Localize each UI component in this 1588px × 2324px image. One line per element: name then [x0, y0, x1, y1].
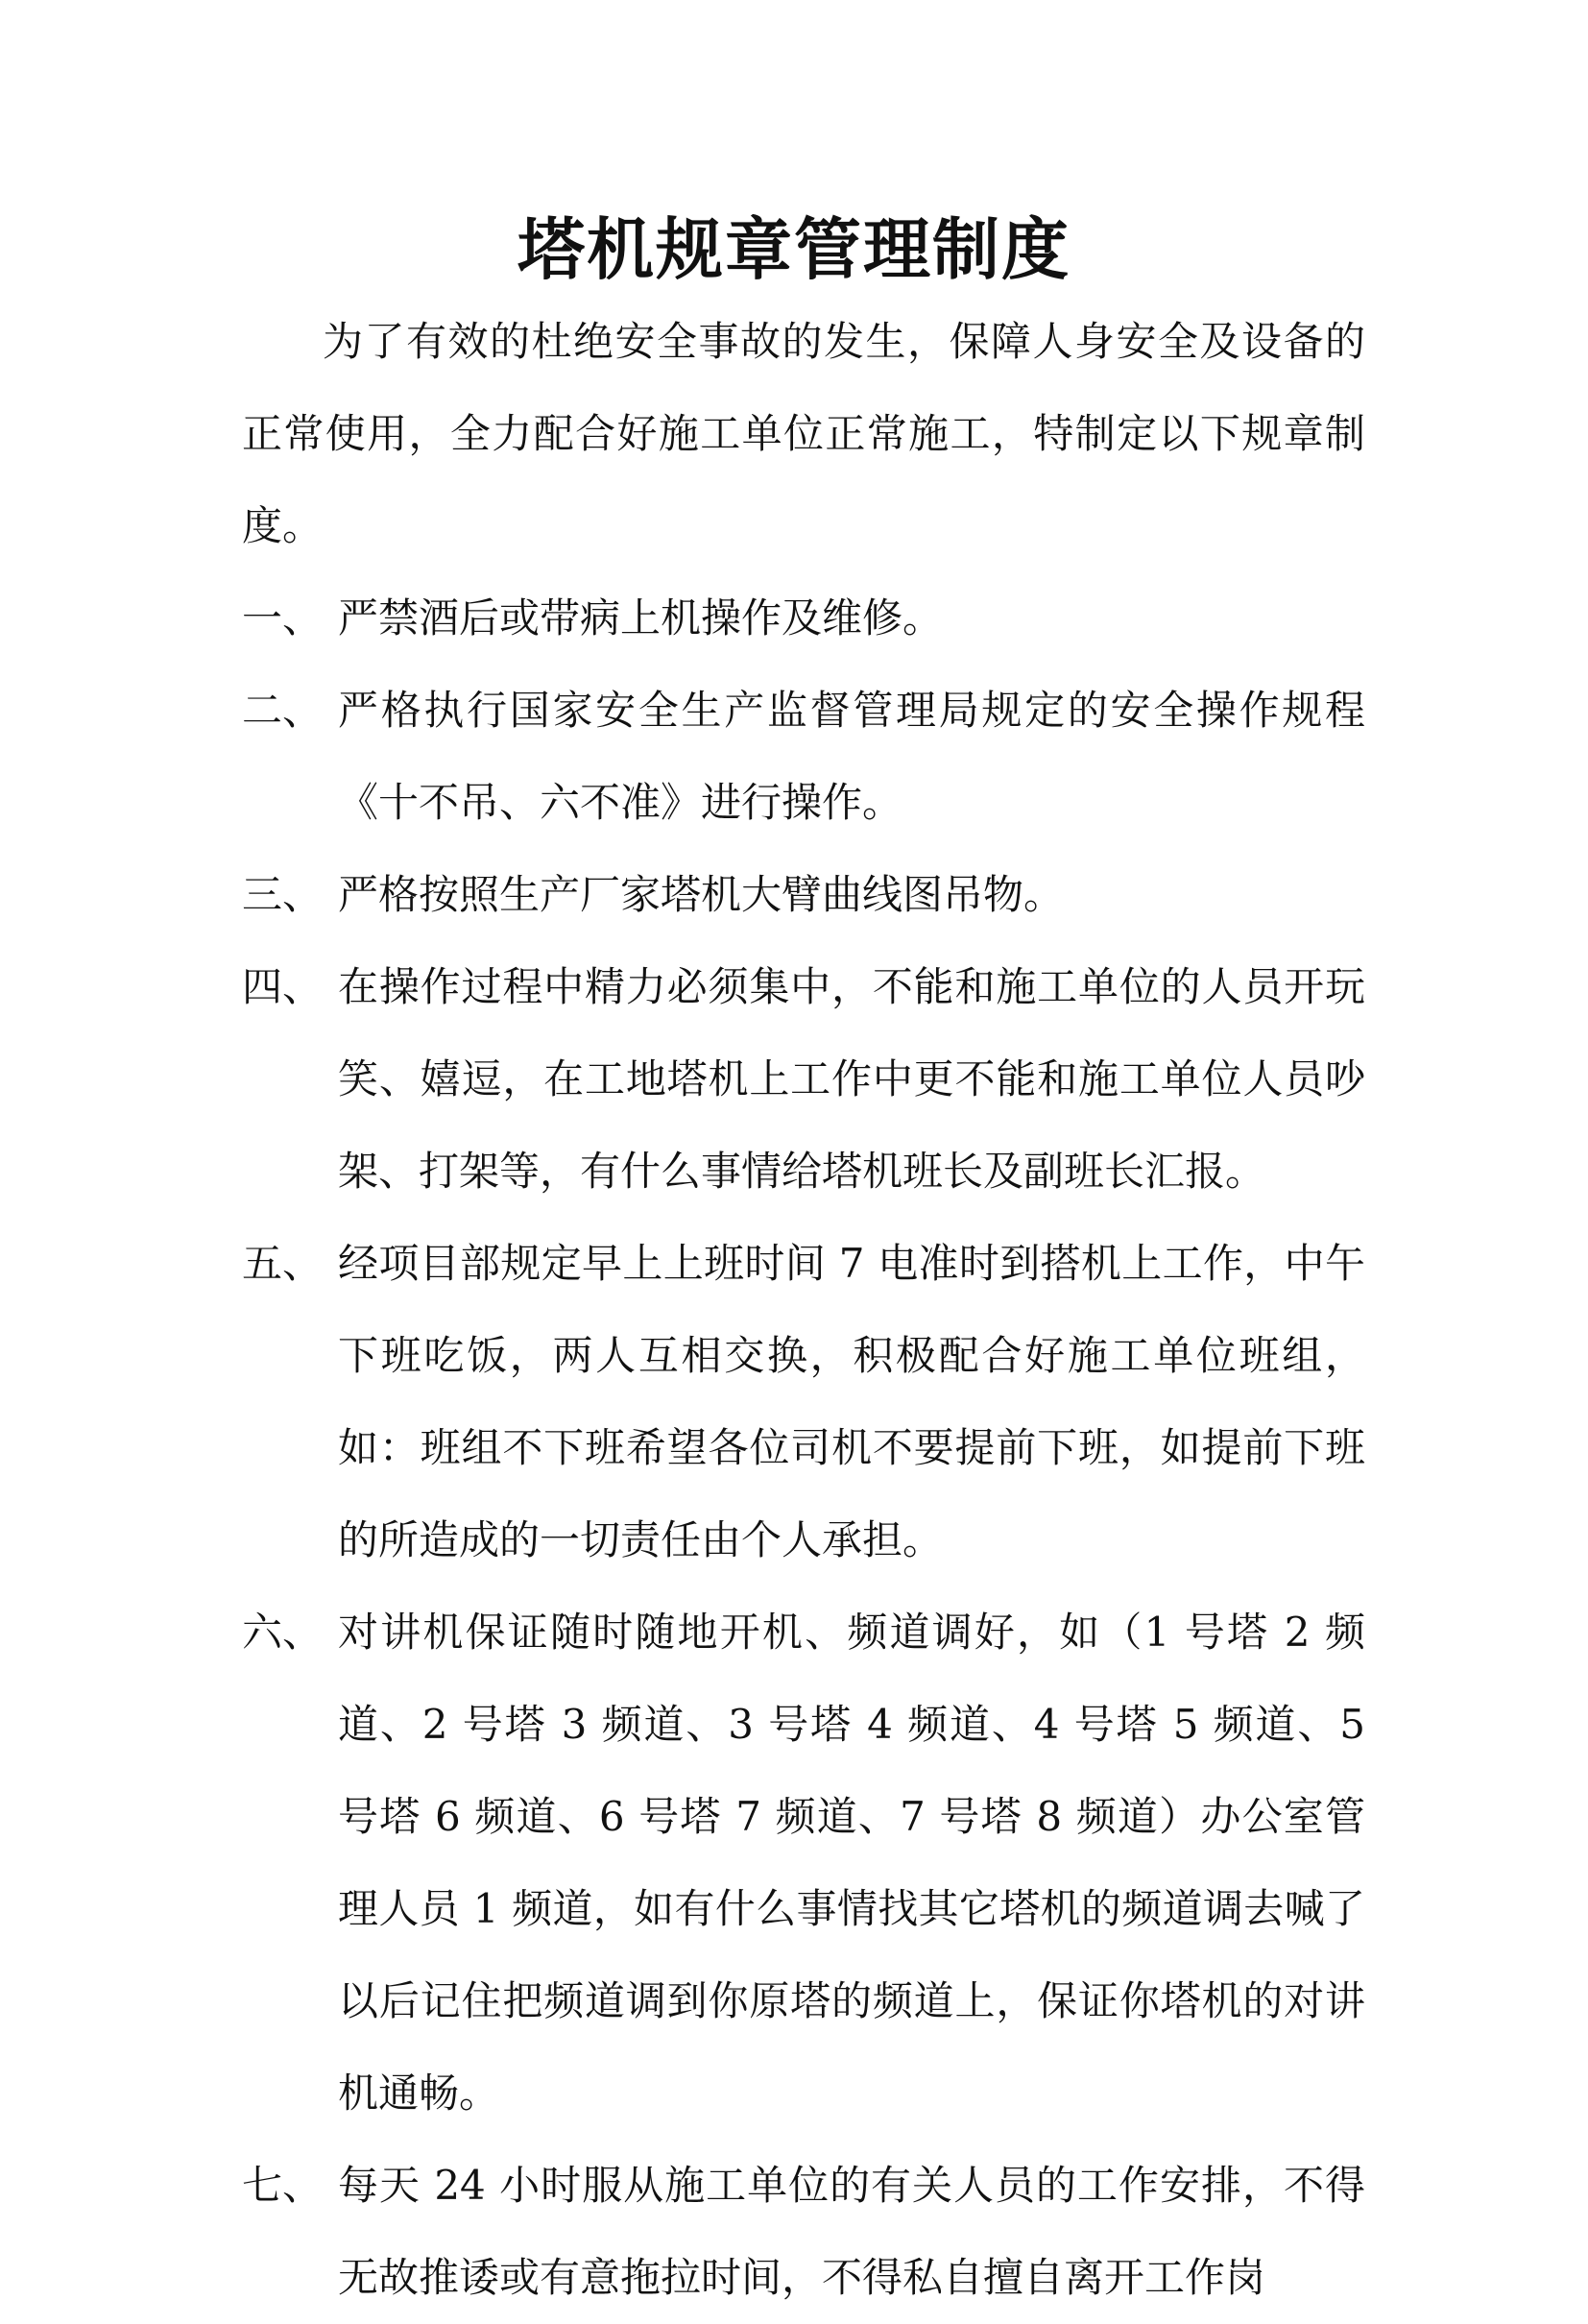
rule-number: 一、: [242, 594, 324, 642]
rule-text: 在操作过程中精力必须集中，不能和施工单位的人员开玩笑、嬉逗，在工地塔机上工作中更不能和施工单位人员吵架、打架等，有什么事情给塔机班长及副班长汇报。: [338, 963, 1365, 1195]
rule-number: 二、: [242, 687, 324, 734]
rule-text: 经项目部规定早上上班时间 7 电准时到搭机上工作，中午下班吃饭，两人互相交换，积极配合好施工单位班组，如：班组不下班希望各位司机不要提前下班，如提前下班的所造成的一切责任由个人承担。: [338, 1240, 1365, 1563]
rule-item-7: [242, 2140, 1365, 2324]
rule-number: 四、: [242, 963, 324, 1010]
rule-text: 严禁酒后或带病上机操作及维修。: [338, 594, 944, 642]
rule-item-6: [242, 1586, 1365, 2140]
rule-text: 严格按照生产厂家塔机大臂曲线图吊物。: [338, 871, 1065, 918]
rule-text: 对讲机保证随时随地开机、频道调好，如（1 号塔 2 频道、2 号塔 3 频道、3 号塔 4 频道、4 号塔 5 频道、5 号塔 6 频道、6 号塔 7 频道、7 号塔 8 频道）办公室管理人员 1 频道，如有什么事情找其它塔机的频道调去喊了以后记住把频道调到你原塔的频道上，保证你塔机的对讲机通畅。: [338, 1609, 1365, 2117]
intro-paragraph: 为了有效的杜绝安全事故的发生，保障人身安全及设备的正常使用，全力配合好施工单位正常施工，特制定以下规章制度。: [242, 318, 1365, 549]
rule-item-5: [242, 1218, 1365, 1586]
document-body: [242, 296, 1365, 2324]
document-title: 塔机规章管理制度: [517, 209, 1071, 289]
rule-text: 每天 24 小时服从施工单位的有关人员的工作安排，不得无故推诿或有意拖拉时间，不得私自擅自离开工作岗: [338, 2162, 1365, 2301]
rule-number: 三、: [242, 871, 324, 918]
rule-item-4: [242, 941, 1365, 1218]
rule-text: 严格执行国家安全生产监督管理局规定的安全操作规程《十不吊、六不准》进行操作。: [338, 687, 1365, 826]
rule-number: 七、: [242, 2162, 324, 2209]
rule-item-2: [242, 665, 1365, 849]
rule-number: 五、: [242, 1240, 324, 1287]
rule-number: 六、: [242, 1609, 324, 1656]
rule-item-3: [242, 849, 1365, 941]
rule-item-1: [242, 572, 1365, 665]
